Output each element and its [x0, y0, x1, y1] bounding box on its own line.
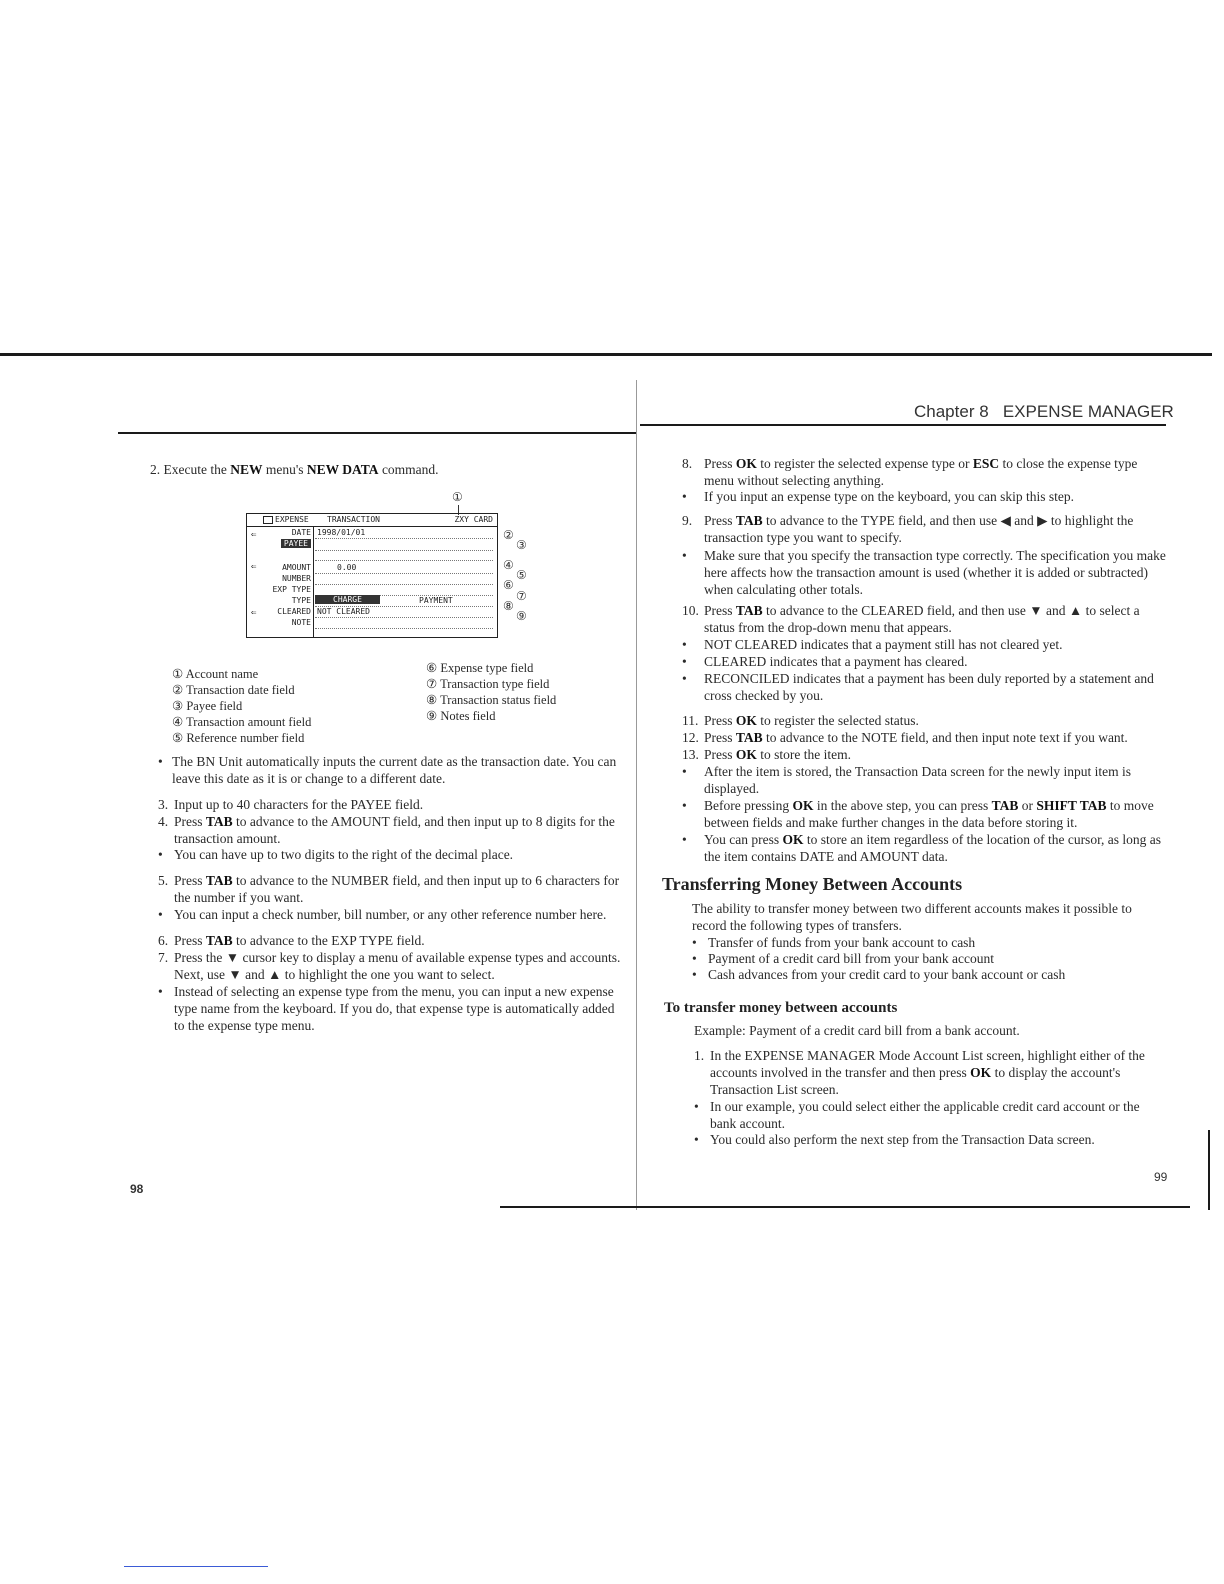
bullet-icon: •: [682, 489, 687, 504]
bullet-reference: [158, 906, 628, 923]
legend-item: ⑥ Expense type field: [426, 661, 534, 675]
step-text: and: [1010, 513, 1038, 528]
step-number: 13.: [682, 747, 699, 762]
bullet-icon: •: [692, 967, 697, 982]
transfer-type-3: [692, 966, 1166, 983]
screen-account-name: ZXY CARD: [454, 515, 493, 524]
right-edge-rule: [1208, 1130, 1210, 1210]
bullet-text: If you input an expense type on the keyboard, you can skip this step.: [704, 489, 1075, 504]
section-title: Transferring Money Between Accounts: [662, 874, 963, 894]
step-text: Press: [174, 933, 206, 948]
left-arrow-icon: ◀: [1000, 513, 1011, 528]
bullet-text: You could also perform the next step from the Transaction Data screen.: [710, 1132, 1095, 1147]
bullet-skip-step: [682, 488, 1166, 505]
key-tab: TAB: [205, 814, 233, 829]
down-arrow-icon: ▼: [1029, 603, 1043, 618]
step-5: [158, 872, 628, 906]
bullet-text: Cash advances from your credit card to your bank account or cash: [708, 967, 1066, 982]
value-cleared: NOT CLEARED: [317, 607, 370, 616]
callout-8: ⑧: [503, 599, 514, 613]
step-text: menu's: [262, 462, 307, 477]
right-header-rule: [640, 424, 1166, 426]
arrow-icon: ⇐: [251, 608, 257, 618]
legend-item: ② Transaction date field: [172, 683, 295, 697]
legend-right: [426, 660, 556, 724]
bullet-transaction-type: [682, 547, 1166, 598]
bullet-decimal: [158, 846, 628, 863]
step-text: to display the account's Transaction List screen.: [710, 1065, 1121, 1097]
bullet-new-expense-type: [158, 983, 628, 1034]
step-number: 8.: [682, 456, 693, 471]
legend-item: ⑦ Transaction type field: [426, 677, 550, 691]
step-text: Press: [704, 747, 736, 762]
folder-icon: [263, 516, 273, 524]
bullet-text: RECONCILED indicates that a payment has been duly reported by a statement and cross checked by you.: [704, 671, 1154, 703]
chapter-title: EXPENSE MANAGER: [1002, 402, 1174, 421]
up-arrow-icon: ▲: [1068, 603, 1083, 618]
step-text: to select a status from the drop-down menu that appears.: [704, 603, 1140, 635]
key-tab: TAB: [735, 603, 763, 618]
legend-item: ④ Transaction amount field: [172, 715, 312, 729]
bullet-icon: •: [682, 637, 687, 652]
step-text: and: [1042, 603, 1069, 618]
bullet-text: You can have up to two digits to the right of the decimal place.: [174, 847, 514, 862]
value-date: 1998/01/01: [317, 528, 366, 537]
bullet-not-cleared: [682, 636, 1166, 653]
step-2: [150, 461, 439, 478]
bullet-text: or: [1018, 798, 1037, 813]
screen-title: TRANSACTION: [327, 515, 380, 524]
bullet-text: to store an item regardless of the location of the cursor, as long as the item contains DATE and AMOUNT data.: [704, 832, 1162, 864]
transfer-type-2: [692, 950, 1166, 967]
step-number: 9.: [682, 513, 693, 528]
step-number: 3.: [158, 797, 169, 812]
step-text: Press: [174, 873, 206, 888]
transaction-screen-figure: [246, 513, 498, 638]
label-number: NUMBER: [282, 574, 311, 583]
callout-1: ①: [452, 490, 463, 504]
row-line: [315, 538, 493, 539]
key-tab: TAB: [205, 933, 233, 948]
step-7: [158, 949, 628, 983]
legend-item: ① Account name: [172, 667, 259, 681]
bullet-icon: •: [682, 832, 687, 847]
value-amount: 0.00: [337, 563, 357, 572]
screen-label-divider: [313, 526, 314, 637]
label-payee: [247, 539, 311, 548]
step-text: Press: [174, 814, 206, 829]
label-date: DATE: [291, 528, 311, 537]
gutter-line: [636, 380, 637, 1210]
left-header-rule: [118, 432, 636, 434]
bullet-text: NOT CLEARED indicates that a payment still has not cleared yet.: [704, 637, 1063, 652]
example-line: Example: Payment of a credit card bill from a bank account.: [694, 1023, 1020, 1038]
step-text: to advance to the EXP TYPE field.: [232, 933, 425, 948]
bullet-after-stored: [682, 763, 1166, 797]
callout-2: ②: [503, 528, 514, 542]
bullet-text: Instead of selecting an expense type from the menu, you can input a new expense type name from the keyboard. If you do, that expense type is automatically added to the expense type menu.: [174, 984, 615, 1033]
key-tab: TAB: [205, 873, 233, 888]
label-type: TYPE: [291, 596, 311, 605]
bullet-icon: •: [682, 798, 687, 813]
bullet-text: to move between fields and make further changes in the data before storing it.: [704, 798, 1154, 830]
step-text: Press: [704, 513, 736, 528]
screen-header-bar: [247, 514, 497, 527]
bullet-icon: •: [682, 671, 687, 686]
step-8: [682, 455, 1166, 489]
bullet-text: Make sure that you specify the transaction type correctly. The specification you make here affects how the transaction amount is used (whether it is added or subtracted) when calculating other totals.: [704, 548, 1166, 597]
value-type-selected: [315, 595, 380, 604]
intro-text: The ability to transfer money between two different accounts makes it possible to record the following types of transfers.: [692, 901, 1132, 933]
key-shift-tab: SHIFT TAB: [1036, 798, 1107, 813]
screen-account-type: EXPENSE: [275, 515, 309, 524]
step-text: Press: [704, 713, 736, 728]
row-line: [315, 584, 493, 585]
step-13: [682, 746, 1166, 763]
step-6: [158, 932, 628, 949]
chapter-header: [914, 402, 1174, 422]
step-number: 11.: [682, 713, 699, 728]
legend-item: ⑨ Notes field: [426, 709, 496, 723]
row-line: [315, 560, 493, 561]
top-rule: [0, 353, 1212, 356]
bullet-icon: •: [694, 1132, 699, 1147]
bullet-icon: •: [158, 847, 163, 862]
value-type-other: PAYMENT: [419, 596, 453, 605]
key-ok: OK: [792, 798, 814, 813]
bullet-icon: •: [694, 1099, 699, 1114]
step-text: to close the expense type menu without selecting anything.: [704, 456, 1138, 488]
step-text: to register the selected status.: [756, 713, 919, 728]
label-cleared: CLEARED: [277, 607, 311, 616]
bottom-rule: [500, 1206, 1190, 1208]
key-ok: OK: [970, 1065, 992, 1080]
label-amount: AMOUNT: [282, 563, 311, 572]
step-text: to highlight the transaction type you want to specify.: [704, 513, 1134, 545]
row-line: [315, 628, 493, 629]
bullet-reconciled: [682, 670, 1166, 704]
step-text: Execute the: [163, 462, 231, 477]
step-text: to store the item.: [756, 747, 852, 762]
bullet-text: Transfer of funds from your bank account to cash: [708, 935, 976, 950]
key-ok: OK: [735, 713, 757, 728]
page-number-left: 98: [130, 1182, 144, 1196]
legend-item: ③ Payee field: [172, 699, 243, 713]
callout-9: ⑨: [516, 609, 527, 623]
down-arrow-icon: ▼: [228, 967, 242, 982]
transfer-type-1: [692, 934, 1166, 951]
bullet-cleared: [682, 653, 1166, 670]
step-text: and: [241, 967, 268, 982]
step-text: In the EXPENSE MANAGER Mode Account List screen, highlight either of the accounts involved in the transfer and then press: [710, 1048, 1145, 1080]
bullet-text: After the item is stored, the Transaction Data screen for the newly input item is displayed.: [704, 764, 1132, 796]
step-text: cursor key to display a menu of available expense types and accounts. Next, use: [174, 950, 621, 982]
legend-left: [172, 666, 311, 746]
callout-4: ④: [503, 558, 514, 572]
bullet-icon: •: [158, 907, 163, 922]
step-text: Input up to 40 characters for the PAYEE field.: [174, 797, 424, 812]
subsection-title: To transfer money between accounts: [664, 1000, 898, 1016]
step-3: [158, 796, 628, 813]
step-12: [682, 729, 1166, 746]
callout-5: ⑤: [516, 568, 527, 582]
legend-item: ⑤ Reference number field: [172, 731, 305, 745]
step-text: Press: [704, 730, 736, 745]
step-text: to advance to the CLEARED field, and then use: [762, 603, 1030, 618]
step-text: to advance to the NUMBER field, and then input up to 6 characters for the number if you want.: [174, 873, 620, 905]
bullet-text: Before pressing: [704, 798, 793, 813]
label-exp-type: EXP TYPE: [272, 585, 311, 594]
bullet-before-pressing: [682, 797, 1166, 831]
step-text: to advance to the AMOUNT field, and then input up to 8 digits for the transaction amount.: [174, 814, 615, 846]
step-10: [682, 602, 1166, 636]
bullet-example-select: [694, 1098, 1166, 1132]
right-arrow-icon: ▶: [1037, 513, 1048, 528]
bullet-icon: •: [682, 764, 687, 779]
bullet-text: CLEARED indicates that a payment has cleared.: [704, 654, 968, 669]
arrow-icon: ⇐: [251, 562, 257, 572]
step-number: 4.: [158, 814, 169, 829]
down-arrow-icon: ▼: [225, 950, 240, 965]
step-number: 12.: [682, 730, 699, 745]
step-text: Press the: [174, 950, 226, 965]
key-ok: OK: [735, 747, 757, 762]
legend-item: ⑧ Transaction status field: [426, 693, 557, 707]
bullet-icon: •: [158, 984, 163, 999]
bullet-icon: •: [692, 935, 697, 950]
bullet-current-date: [158, 753, 628, 787]
key-ok: OK: [735, 456, 757, 471]
bullet-icon: •: [158, 754, 163, 769]
step-text: Press: [704, 456, 736, 471]
page-number-right: 99: [1154, 1170, 1168, 1184]
step-text: to highlight the one you want to select.: [281, 967, 495, 982]
row-line: [315, 573, 493, 574]
chapter-number: Chapter 8: [914, 402, 989, 421]
bullet-text: In our example, you could select either the applicable credit card account or the bank account.: [710, 1099, 1140, 1131]
footer-blue-line: [124, 1566, 268, 1567]
bullet-store-anywhere: [682, 831, 1166, 865]
up-arrow-icon: ▲: [268, 967, 282, 982]
step-number: 2.: [150, 462, 161, 477]
step-number: 10.: [682, 603, 699, 618]
callout-7: ⑦: [516, 589, 527, 603]
step-4: [158, 813, 628, 847]
step-1: [694, 1047, 1166, 1098]
callout-3: ③: [516, 538, 527, 552]
key-new-data: NEW DATA: [306, 462, 379, 477]
key-esc: ESC: [972, 456, 1000, 471]
section-intro: [692, 900, 1166, 934]
step-number: 7.: [158, 950, 169, 965]
bullet-text: You can press: [704, 832, 783, 847]
bullet-text: Payment of a credit card bill from your bank account: [708, 951, 995, 966]
bullet-next-step: [694, 1131, 1166, 1148]
key-tab: TAB: [735, 513, 763, 528]
key-tab: TAB: [735, 730, 763, 745]
key-new: NEW: [230, 462, 263, 477]
bullet-icon: •: [682, 548, 687, 563]
bullet-text: The BN Unit automatically inputs the current date as the transaction date. You can leave this date as it is or change to a different date.: [172, 754, 617, 786]
bullet-icon: •: [682, 654, 687, 669]
step-text: command.: [378, 462, 439, 477]
bullet-icon: •: [692, 951, 697, 966]
step-number: 1.: [694, 1048, 705, 1063]
step-11: [682, 712, 1166, 729]
key-ok: OK: [782, 832, 804, 847]
row-line: [315, 617, 493, 618]
step-number: 5.: [158, 873, 169, 888]
step-text: to advance to the TYPE field, and then use: [762, 513, 1001, 528]
charge-highlight: CHARGE: [315, 595, 380, 604]
step-number: 6.: [158, 933, 169, 948]
payee-highlight: PAYEE: [281, 539, 311, 548]
callout-6: ⑥: [503, 578, 514, 592]
bullet-text: in the above step, you can press: [813, 798, 992, 813]
label-note: NOTE: [291, 618, 311, 627]
step-9: [682, 512, 1166, 546]
step-text: to register the selected expense type or: [756, 456, 973, 471]
bullet-text: You can input a check number, bill number, or any other reference number here.: [174, 907, 607, 922]
step-text: Press: [704, 603, 736, 618]
key-tab: TAB: [991, 798, 1019, 813]
arrow-icon: ⇐: [251, 530, 257, 540]
row-line: [315, 550, 493, 551]
step-text: to advance to the NOTE field, and then input note text if you want.: [762, 730, 1128, 745]
